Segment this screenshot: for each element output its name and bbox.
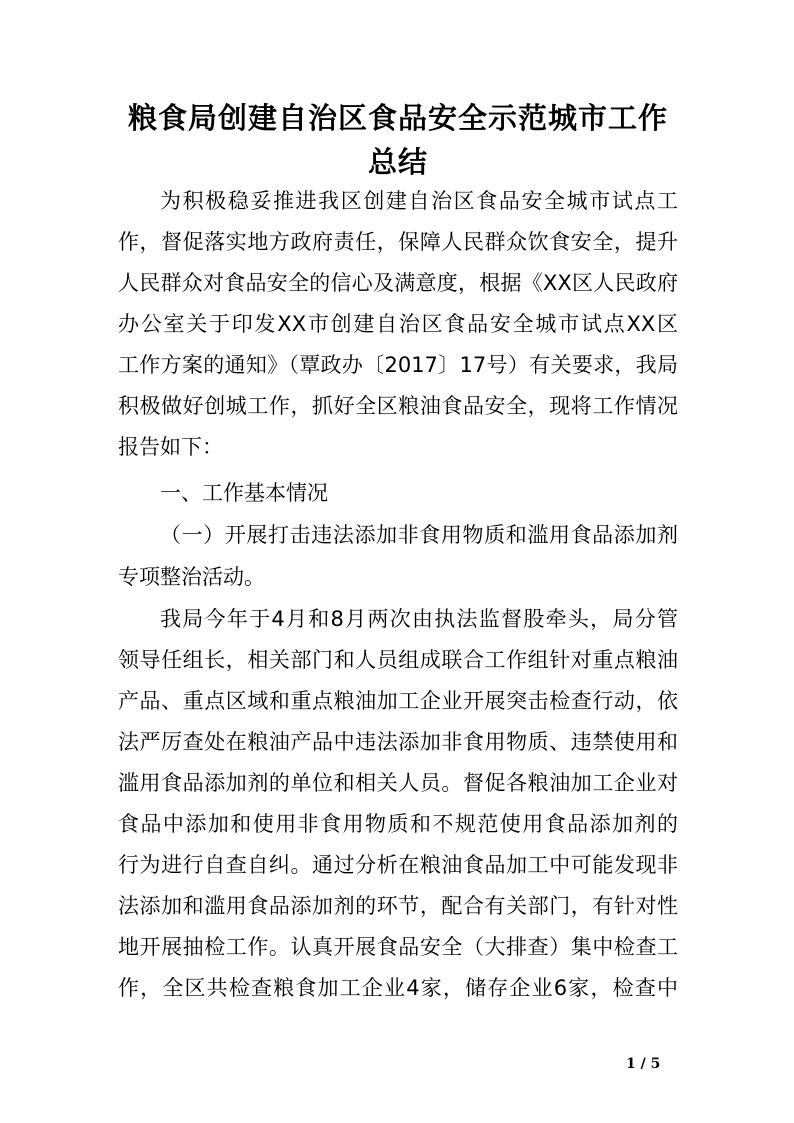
paragraph-line: 为积极稳妥推进我区创建自治区食品安全城市试点工 [160,189,678,213]
paragraph-line: 作，全区共检查粮食加工企业4家，储存企业6家，检查中 [118,976,678,1000]
paragraph-line: 人民群众对食品安全的信心及满意度，根据《XX区人民政府 [118,271,678,295]
page-number: 1 / 5 [626,1056,661,1072]
paragraph-line: 行为进行自查自纠。通过分析在粮油食品加工中可能发现非 [118,853,678,877]
paragraph-line: 地开展抽检工作。认真开展食品安全（大排查）集中检查工 [118,935,678,959]
paragraph-line: 工作方案的通知》（覃政办〔2017〕17号）有关要求，我局 [118,353,678,377]
paragraph-line: 法严厉查处在粮油产品中违法添加非食用物质、违禁使用和 [118,730,678,754]
paragraph-line: 报告如下： [118,435,223,459]
document-title-line-1: 粮食局创建自治区食品安全示范城市工作 [127,101,668,135]
paragraph-line: 产品、重点区域和重点粮油加工企业开展突击检查行动，依 [118,689,678,713]
paragraph-line: 滥用食品添加剂的单位和相关人员。督促各粮油加工企业对 [118,771,678,795]
document-title-line-2: 总结 [367,145,428,179]
paragraph-line: 领导任组长，相关部门和人员组成联合工作组针对重点粮油 [118,648,678,672]
paragraph-line: 我局今年于4月和8月两次由执法监督股牵头，局分管 [160,607,678,631]
paragraph-line: 办公室关于印发XX市创建自治区食品安全城市试点XX区 [118,312,678,336]
section-heading: 一、工作基本情况 [160,481,328,505]
paragraph-line: 食品中添加和使用非食用物质和不规范使用食品添加剂的 [118,812,678,836]
paragraph-line: 作，督促落实地方政府责任，保障人民群众饮食安全，提升 [118,230,678,254]
subsection-heading: （一）开展打击违法添加非食用物质和滥用食品添加剂 [160,523,678,547]
paragraph-line: 法添加和滥用食品添加剂的环节，配合有关部门，有针对性 [118,894,678,918]
paragraph-line: 积极做好创城工作，抓好全区粮油食品安全，现将工作情况 [118,394,678,418]
subsection-heading-continued: 专项整治活动。 [118,565,265,589]
